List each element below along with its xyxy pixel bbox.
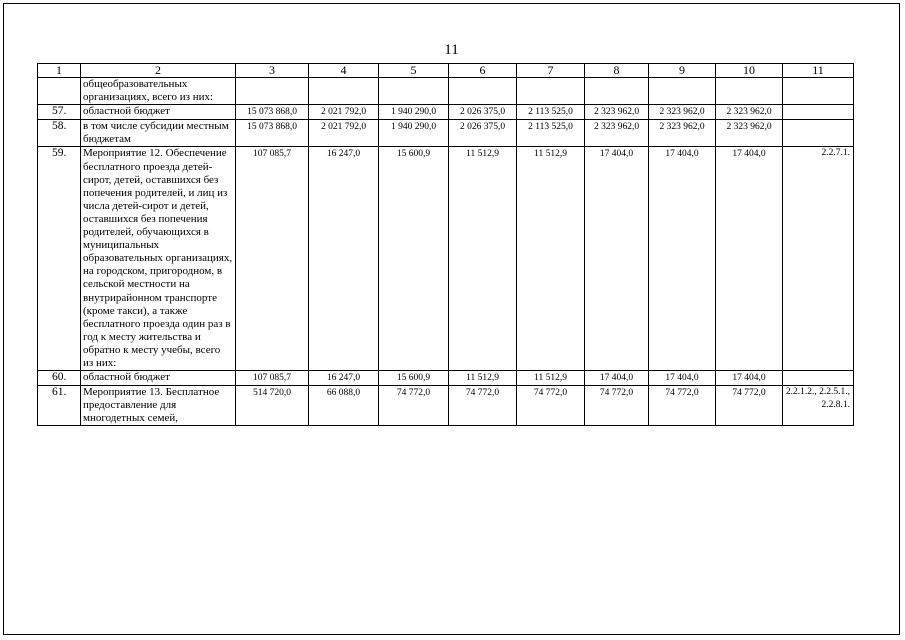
row-name-cell: в том числе субсидии местным бюджетам — [81, 120, 236, 147]
value-cell: 2 323 962,0 — [585, 120, 649, 147]
value-cell: 16 247,0 — [309, 371, 379, 386]
code-cell — [783, 120, 854, 147]
value-cell: 17 404,0 — [716, 371, 783, 386]
value-cell: 11 512,9 — [449, 371, 517, 386]
value-cell: 17 404,0 — [649, 147, 716, 371]
budget-table — [37, 63, 854, 426]
value-cell: 74 772,0 — [716, 386, 783, 426]
value-cell: 11 512,9 — [517, 371, 585, 386]
value-cell: 17 404,0 — [585, 371, 649, 386]
row-number-cell: 61. — [38, 386, 81, 426]
code-cell: 2.2.7.1. — [783, 147, 854, 371]
value-cell: 74 772,0 — [585, 386, 649, 426]
value-cell: 11 512,9 — [449, 147, 517, 371]
value-cell: 2 323 962,0 — [585, 105, 649, 120]
header-cell: 1 — [38, 64, 81, 78]
header-cell: 10 — [716, 64, 783, 78]
header-cell: 2 — [81, 64, 236, 78]
page-number: 11 — [444, 42, 459, 58]
value-cell: 2 323 962,0 — [649, 105, 716, 120]
value-cell — [449, 78, 517, 105]
value-cell: 2 323 962,0 — [649, 120, 716, 147]
header-cell: 3 — [236, 64, 309, 78]
row-number-cell: 57. — [38, 105, 81, 120]
value-cell: 15 073 868,0 — [236, 105, 309, 120]
table-row — [38, 147, 854, 371]
value-cell — [379, 78, 449, 105]
value-cell: 66 088,0 — [309, 386, 379, 426]
header-cell: 4 — [309, 64, 379, 78]
value-cell — [309, 78, 379, 105]
value-cell: 15 600,9 — [379, 371, 449, 386]
table-row — [38, 105, 854, 120]
value-cell: 15 073 868,0 — [236, 120, 309, 147]
code-cell: 2.2.1.2., 2.2.5.1., 2.2.8.1. — [783, 386, 854, 426]
value-cell: 17 404,0 — [649, 371, 716, 386]
row-name-cell: областной бюджет — [81, 105, 236, 120]
table-row — [38, 386, 854, 426]
row-number-cell: 59. — [38, 147, 81, 371]
row-name-cell: Мероприятие 13. Бесплатное предоставление для многодетных семей, — [81, 386, 236, 426]
value-cell: 15 600,9 — [379, 147, 449, 371]
table-row — [38, 120, 854, 147]
header-cell: 11 — [783, 64, 854, 78]
row-name-cell: общеобразовательных организациях, всего из них: — [81, 78, 236, 105]
code-cell — [783, 105, 854, 120]
value-cell: 1 940 290,0 — [379, 120, 449, 147]
table-header-row — [38, 64, 854, 78]
value-cell: 2 021 792,0 — [309, 120, 379, 147]
value-cell: 2 113 525,0 — [517, 105, 585, 120]
value-cell: 2 323 962,0 — [716, 120, 783, 147]
value-cell: 74 772,0 — [449, 386, 517, 426]
row-number-cell: 60. — [38, 371, 81, 386]
header-cell: 5 — [379, 64, 449, 78]
table-row — [38, 371, 854, 386]
value-cell: 2 026 375,0 — [449, 120, 517, 147]
value-cell: 17 404,0 — [585, 147, 649, 371]
header-cell: 9 — [649, 64, 716, 78]
value-cell: 16 247,0 — [309, 147, 379, 371]
header-cell: 6 — [449, 64, 517, 78]
header-cell: 8 — [585, 64, 649, 78]
value-cell: 2 026 375,0 — [449, 105, 517, 120]
value-cell: 514 720,0 — [236, 386, 309, 426]
value-cell: 74 772,0 — [379, 386, 449, 426]
row-name-cell: областной бюджет — [81, 371, 236, 386]
value-cell — [517, 78, 585, 105]
value-cell: 74 772,0 — [649, 386, 716, 426]
value-cell: 2 021 792,0 — [309, 105, 379, 120]
header-cell: 7 — [517, 64, 585, 78]
code-cell — [783, 78, 854, 105]
value-cell: 107 085,7 — [236, 147, 309, 371]
value-cell — [716, 78, 783, 105]
code-cell — [783, 371, 854, 386]
row-number-cell — [38, 78, 81, 105]
value-cell: 11 512,9 — [517, 147, 585, 371]
value-cell — [236, 78, 309, 105]
value-cell: 107 085,7 — [236, 371, 309, 386]
row-number-cell: 58. — [38, 120, 81, 147]
value-cell: 74 772,0 — [517, 386, 585, 426]
value-cell: 17 404,0 — [716, 147, 783, 371]
value-cell — [585, 78, 649, 105]
value-cell: 2 323 962,0 — [716, 105, 783, 120]
value-cell — [649, 78, 716, 105]
row-name-cell: Мероприятие 12. Обеспечение бесплатного проезда детей-сирот, детей, оставшихся без попечения родителей, и лиц из числа детей-сирот и детей, оставшихся без попечения родителей, обучающихся в муниципальных образовательных организациях, на городском, пригородном, в сельской местности на внутрирайонном транспорте (кроме такси), а также бесплатного проезда один раз в год к месту жительства и обратно к месту учебы, всего из них: — [81, 147, 236, 371]
value-cell: 2 113 525,0 — [517, 120, 585, 147]
value-cell: 1 940 290,0 — [379, 105, 449, 120]
table-row — [38, 78, 854, 105]
